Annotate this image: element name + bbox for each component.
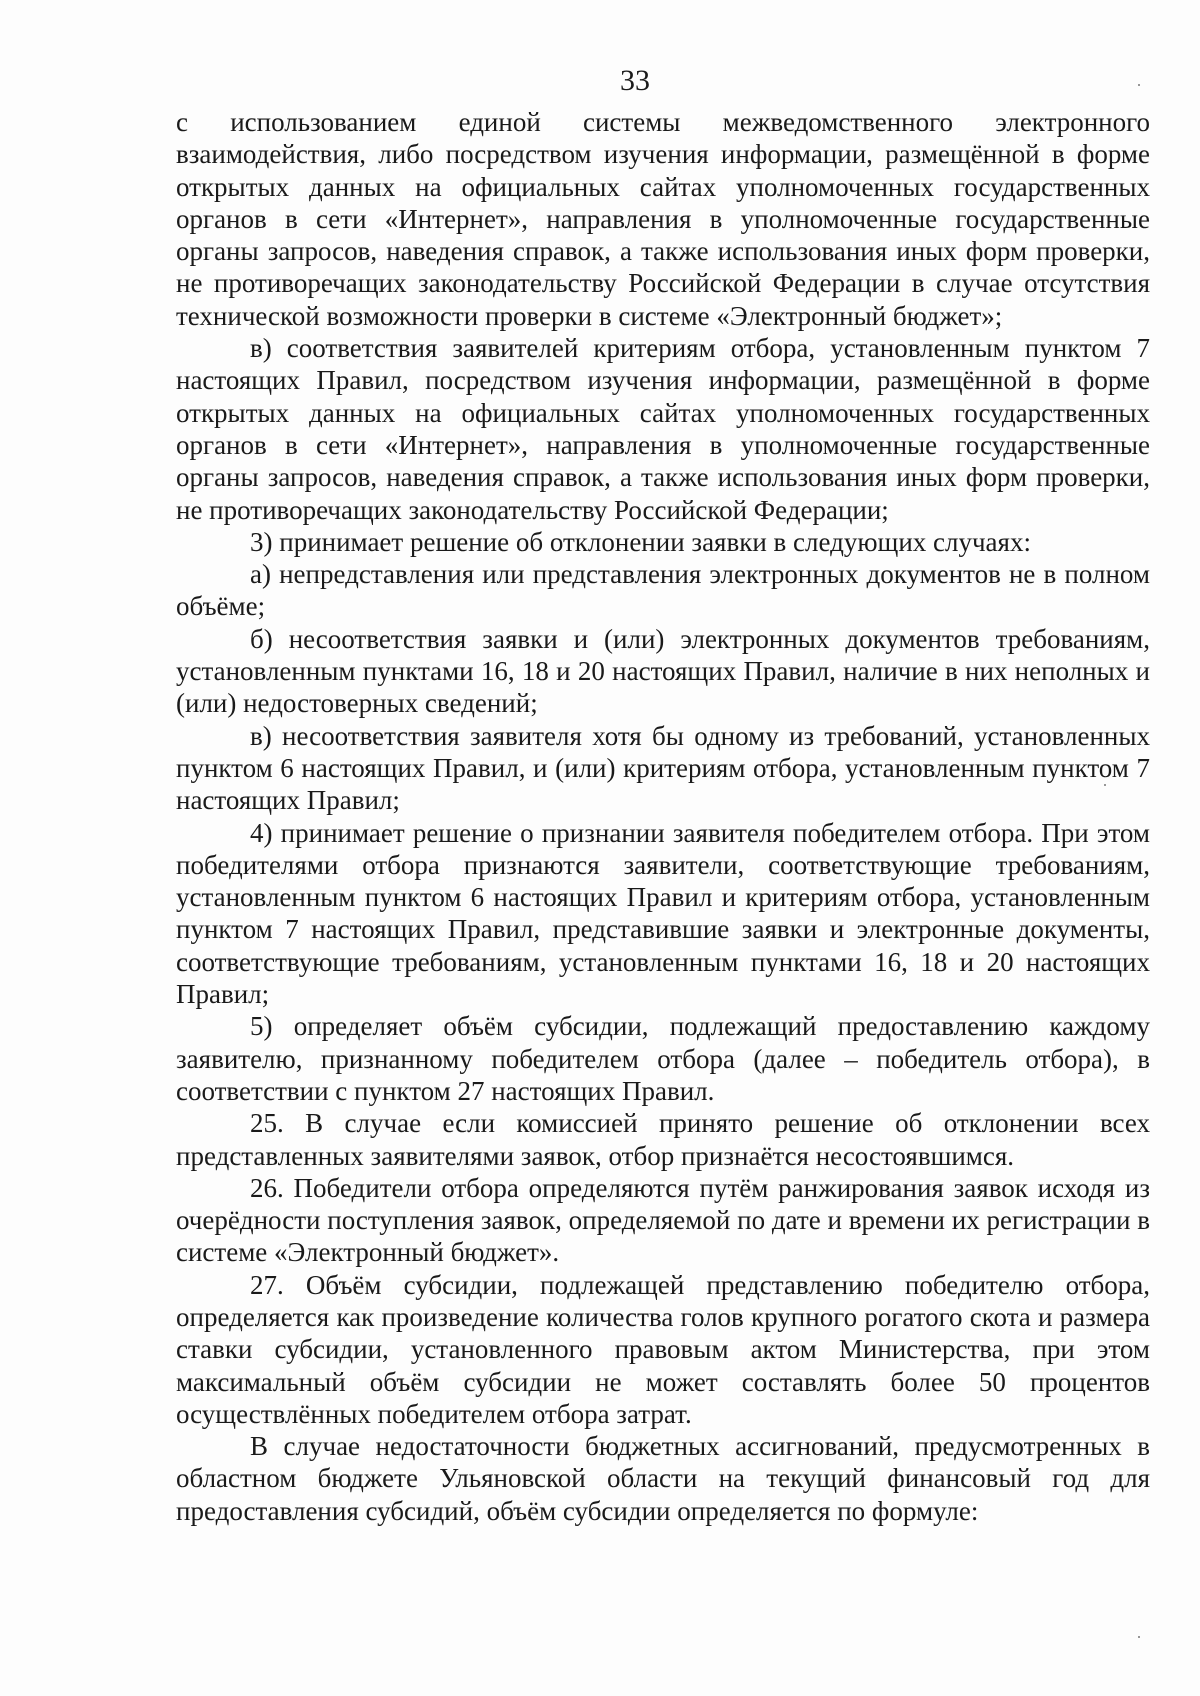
document-body (176, 106, 1150, 1527)
paragraph-item-v-criteria: в) соответствия заявителей критериям отбора, установленным пунктом 7 настоящих Правил, посредством изучения информации, размещённой в форме открытых данных на официальных сайтах уполномоченных государственных органов в сети «Интернет», направления в уполномоченные государственные органы запросов, наведения справок, а также использования иных форм проверки, не противоречащих законодательству Российской Федерации; (176, 333, 1150, 525)
paragraph-item-v-requirements: в) несоответствия заявителя хотя бы одному из требований, установленных пунктом 6 настоящих Правил, и (или) критериям отбора, установленным пунктом 7 настоящих Правил; (176, 720, 1150, 816)
paragraph-item-4: 4) принимает решение о признании заявителя победителем отбора. При этом победителями отбора признаются заявители, соответствующие требованиям, установленным пунктом 6 настоящих Правил и критериям отбора, установленным пунктом 7 настоящих Правил, представившие заявки и электронные документы, соответствующие требованиям, установленным пунктами 16, 18 и 20 настоящих Правил; (176, 817, 1150, 1010)
paragraph-item-a: а) непредставления или представления электронных документов не в полном объёме; (176, 559, 1150, 622)
paragraph-clause-25: 25. В случае если комиссией принято решение об отклонении всех представленных заявителями заявок, отбор признаётся несостоявшимся. (176, 1108, 1150, 1171)
paragraph-continuation: с использованием единой системы межведомственного электронного взаимодействия, либо посредством изучения информации, размещённой в форме открытых данных на официальных сайтах уполномоченных государственных органов в сети «Интернет», направления в уполномоченные государственные органы запросов, наведения справок, а также использования иных форм проверки, не противоречащих законодательству Российской Федерации в случае отсутствия технической возможности проверки в системе «Электронный бюджет»; (176, 107, 1150, 331)
paragraph-item-3: 3) принимает решение об отклонении заявки в следующих случаях: (250, 526, 1031, 557)
page-number: 33 (620, 64, 650, 97)
scan-speck (1104, 784, 1106, 786)
scan-speck (1138, 84, 1140, 86)
paragraph-item-b: б) несоответствия заявки и (или) электронных документов требованиям, установленным пунктами 16, 18 и 20 настоящих Правил, наличие в них неполных и (или) недостоверных сведений; (176, 623, 1150, 719)
paragraph-item-5: 5) определяет объём субсидии, подлежащий предоставлению каждому заявителю, признанному победителем отбора (далее – победитель отбора), в соответствии с пунктом 27 настоящих Правил. (176, 1011, 1150, 1106)
paragraph-clause-27: 27. Объём субсидии, подлежащей представлению победителю отбора, определяется как произведение количества голов крупного рогатого скота и размера ставки субсидии, установленного правовым актом Министерства, при этом максимальный объём субсидии не может составлять более 50 процентов осуществлённых победителем отбора затрат. (176, 1269, 1150, 1429)
paragraph-clause-26: 26. Победители отбора определяются путём ранжирования заявок исходя из очерёдности поступления заявок, определяемой по дате и времени их регистрации в системе «Электронный бюджет». (176, 1172, 1150, 1268)
paragraph-formula-intro: В случае недостаточности бюджетных ассигнований, предусмотренных в областном бюджете Ульяновской области на текущий финансовый год для предоставления субсидий, объём субсидии определяется по формуле: (176, 1431, 1150, 1526)
scan-speck (1138, 1636, 1140, 1638)
